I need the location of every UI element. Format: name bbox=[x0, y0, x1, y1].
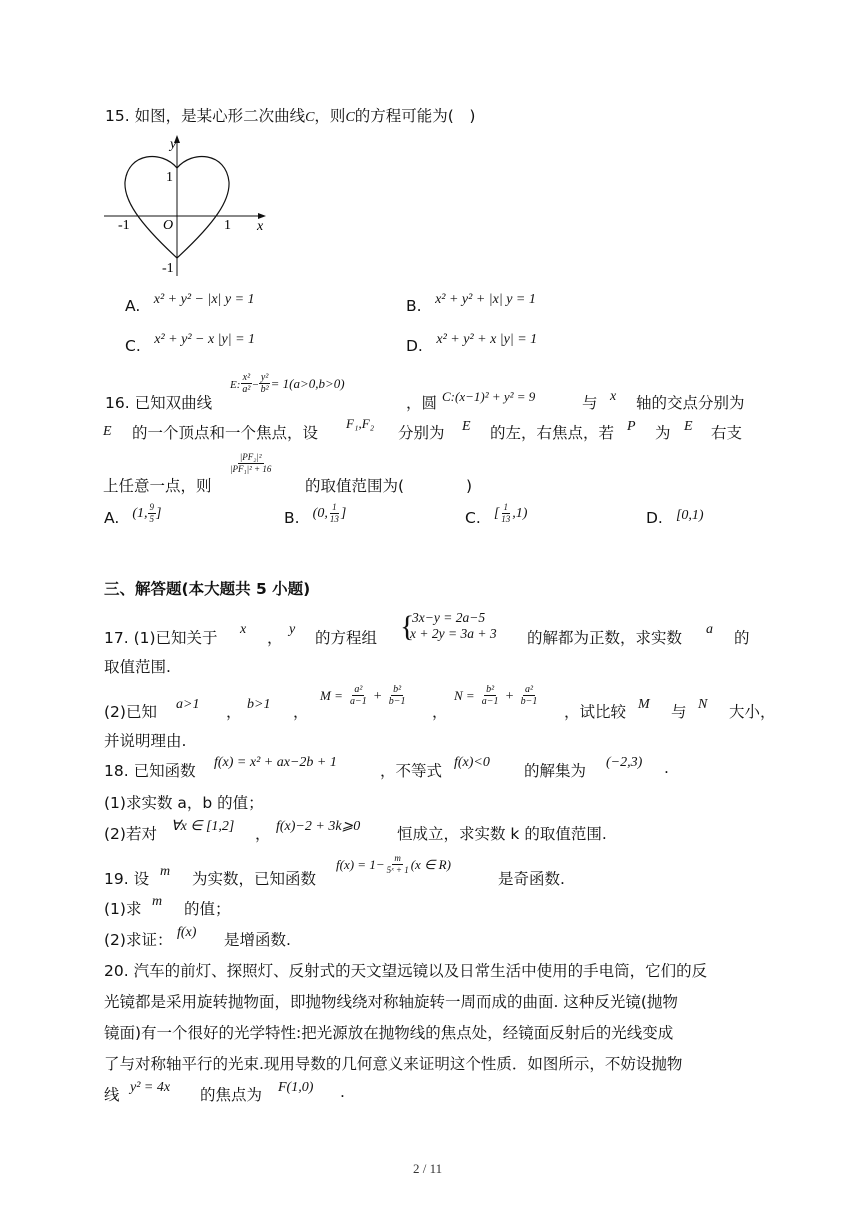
q16-line3-a: 上任意一点，则 bbox=[103, 477, 212, 495]
q19-p2f: f(x) bbox=[177, 925, 197, 940]
q20-line3: 镜面)有一个很好的光学特性:把光源放在抛物线的焦点处，经镜面反射后的光线变成 bbox=[104, 1024, 674, 1042]
q20-line2: 光镜都是采用旋转抛物面，即抛物线绕对称轴旋转一周而成的曲面. 这种反光镜(抛物 bbox=[104, 993, 678, 1011]
q20-line4: 了与对称轴平行的光束.现用导数的几何意义来证明这个性质．如图所示，不妨设抛物 bbox=[104, 1055, 683, 1073]
q19-p2a: (2)求证： bbox=[104, 931, 173, 949]
q17-p2c: 大小， bbox=[729, 703, 776, 721]
q16-option-c: C. [ $\frac{1}{13}$ ,1) bbox=[465, 502, 528, 527]
q15-option-b: B. x² + y² + |x| y = 1 bbox=[406, 292, 536, 315]
y-axis-label: y bbox=[170, 137, 177, 152]
q17-Mv: M bbox=[638, 697, 650, 712]
q16-line2-e: 右支 bbox=[711, 424, 743, 442]
q20-last-a: 线 bbox=[104, 1086, 120, 1104]
q17-sep3: ， bbox=[432, 703, 448, 721]
x-axis-label: x bbox=[257, 219, 264, 234]
q17-l1c: 的解都为正数，求实数 bbox=[527, 629, 683, 647]
q17-x: x bbox=[240, 622, 247, 637]
q16-foci: F₁,F₂ bbox=[346, 416, 375, 431]
tick-right: 1 bbox=[224, 218, 231, 233]
q19-l1a: 19. 设 bbox=[104, 870, 150, 888]
q18-l1c: 的解集为 bbox=[524, 762, 587, 780]
q17-l1d: 的 bbox=[734, 629, 750, 647]
q16-option-d: D. [0,1) bbox=[646, 508, 704, 527]
q15-option-a: A. x² + y² − |x| y = 1 bbox=[125, 292, 255, 315]
q17-sep2: ， bbox=[293, 703, 309, 721]
q18-ineq: f(x)<0 bbox=[454, 755, 490, 770]
q18-function: f(x) = x² + ax−2b + 1 bbox=[214, 755, 337, 770]
q17-l1a: 17. (1)已知关于 bbox=[104, 629, 218, 647]
tick-bottom: -1 bbox=[162, 261, 174, 276]
q20-last-c: . bbox=[340, 1083, 345, 1101]
q18-set: (−2,3) bbox=[606, 755, 643, 770]
q17-yu: 与 bbox=[671, 703, 687, 721]
tick-top: 1 bbox=[166, 170, 173, 185]
q18-cond: f(x)−2 + 3k⩾0 bbox=[276, 819, 361, 834]
q20-parabola: y² = 4x bbox=[130, 1080, 171, 1095]
q17-M: M = $\frac{\text{a²}}{a-1}$ + $\frac{\text{b²}}{b-1}$ bbox=[320, 684, 406, 707]
q16-line2-c: 的左，右焦点，若 bbox=[490, 424, 615, 442]
q17-comma: ， bbox=[267, 629, 283, 647]
q16-x: x bbox=[610, 389, 617, 404]
q17-l2: 取值范围. bbox=[104, 658, 171, 676]
section-heading: 三、解答题(本大题共 5 小题) bbox=[104, 580, 311, 598]
q17-sep: ， bbox=[226, 703, 242, 721]
q20-focus: F(1,0) bbox=[278, 1080, 314, 1095]
q18-dot: . bbox=[664, 759, 669, 777]
q20-line1: 20. 汽车的前灯、探照灯、反射式的天文望远镜以及日常生活中使用的手电筒，它们的反 bbox=[104, 962, 708, 980]
q16-line1: 16. 已知双曲线 bbox=[105, 394, 213, 412]
q16-line3-b: 的取值范围为( ) bbox=[305, 477, 473, 495]
q17-cond1: a>1 bbox=[176, 697, 200, 712]
q19-function: f(x) = 1− $\frac{m}{\text{5ˣ + 1}}$ (x ∈ R) bbox=[336, 853, 451, 875]
q17-N: N = $\frac{\text{b²}}{a-1}$ + $\frac{\text{a²}}{b-1}$ bbox=[454, 684, 538, 707]
q19-p1b: 的值； bbox=[184, 900, 231, 918]
q19-p1m: m bbox=[152, 894, 163, 909]
q16-ratio: $\frac{\text{|PF₂|²}}{\text{|PF₁|² + 16}}$ bbox=[230, 452, 272, 474]
q16-line2-d: 为 bbox=[655, 424, 671, 442]
q16-line2-a: 的一个顶点和一个焦点，设 bbox=[132, 424, 319, 442]
q17-cond2: b>1 bbox=[247, 697, 271, 712]
q17-p2d: 并说明理由. bbox=[104, 732, 187, 750]
q18-p2b: ， bbox=[255, 825, 271, 843]
q16-hyperbola: E: $\frac{\text{x²}}{\text{a²}}$ − $\frac{\text{y²}}{\text{b²}}$ = 1(a>0,b>0) bbox=[230, 372, 345, 395]
q16-line2-b: 分别为 bbox=[398, 424, 445, 442]
q17-p2b: ，试比较 bbox=[564, 703, 627, 721]
q18-forall: ∀x ∈ [1,2] bbox=[171, 819, 235, 834]
q18-p2c: 恒成立，求实数 k 的取值范围. bbox=[397, 825, 607, 843]
q17-a: a bbox=[706, 622, 713, 637]
q15-option-c: C. x² + y² − x |y| = 1 bbox=[125, 332, 256, 355]
q20-last-b: 的焦点为 bbox=[200, 1086, 263, 1104]
page-number: 2 / 11 bbox=[413, 1161, 443, 1176]
origin-label: O bbox=[163, 218, 174, 233]
tick-left: -1 bbox=[118, 218, 130, 233]
heart-curve-graph bbox=[100, 130, 270, 280]
q19-l1b: 为实数，已知函数 bbox=[192, 870, 317, 888]
q18-p1: (1)求实数 a，b 的值； bbox=[104, 794, 264, 812]
q16-E3: E bbox=[684, 419, 693, 434]
q16-with: 与 bbox=[582, 394, 598, 412]
q16-P: P bbox=[627, 419, 636, 434]
q17-y: y bbox=[289, 622, 296, 637]
q16-option-b: B. (0, $\frac{1}{13}$ ] bbox=[284, 502, 347, 527]
q17-Nv: N bbox=[698, 697, 708, 712]
q17-p2a: (2)已知 bbox=[104, 703, 157, 721]
q15-stem: 15. 如图，是某心形二次曲线C，则C的方程可能为( ) bbox=[105, 107, 476, 125]
q19-p2b: 是增函数. bbox=[224, 931, 291, 949]
q18-l1b: ，不等式 bbox=[380, 762, 443, 780]
q18-l1a: 18. 已知函数 bbox=[104, 762, 196, 780]
q16-E2: E bbox=[462, 419, 471, 434]
q16-circle: C:(x−1)² + y² = 9 bbox=[442, 389, 536, 404]
q16-option-a: A. (1, $\frac{9}{5}$ ] bbox=[104, 502, 162, 527]
q15-option-d: D. x² + y² + x |y| = 1 bbox=[406, 332, 538, 355]
q19-m: m bbox=[160, 864, 171, 879]
q19-p1a: (1)求 bbox=[104, 900, 142, 918]
q16-line2: E bbox=[103, 424, 112, 439]
q17-l1b: 的方程组 bbox=[315, 629, 378, 647]
q16-intersect: 轴的交点分别为 bbox=[636, 394, 745, 412]
q16-circle-text: ，圆 bbox=[406, 394, 438, 412]
q18-p2a: (2)若对 bbox=[104, 825, 157, 843]
q19-l1c: 是奇函数. bbox=[498, 870, 565, 888]
